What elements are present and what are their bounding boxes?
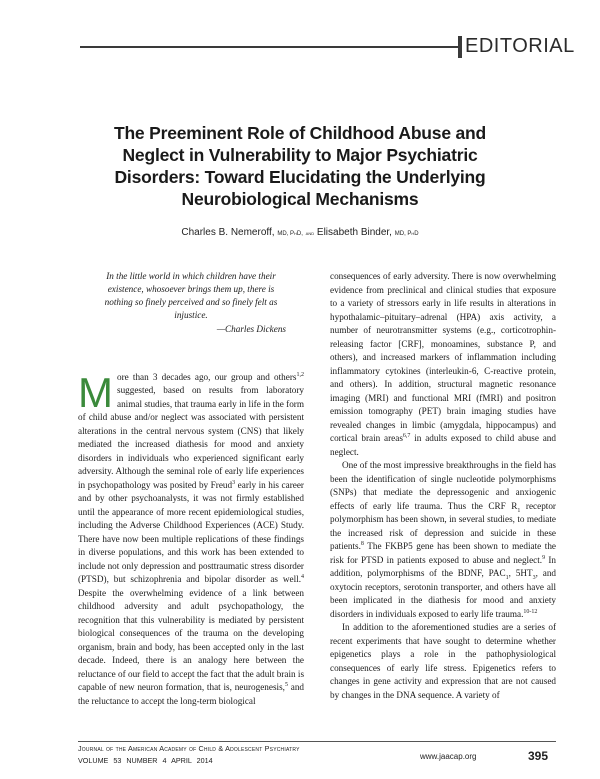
reference: 9 — [542, 554, 546, 561]
body-paragraph: consequences of early adversity. There is now overwhelming evidence from preclinical and clinical studies that exposure to a variety of stressors early in life results in alterations in hypothalamic–pituitary–adrenal (HPA) axis activity, a number of neurotransmitter systems (e.g., corticotrophin-releasing factor [CRF], monoamines, substance P, and others), and increased markers of inflammation including inflammatory cytokines (interleukin-6, C-reactive protein, and others). In addition, structural magnetic resonance imaging (MRI) and functional MRI (fMRI) and positron emission tomography (PET) brain imaging studies have revealed changes in limbic (amygdala, hippocampus) and cortical brain areas$^{6,7}$ in adults exposed to child abuse and neglect. — [330, 271, 556, 457]
journal-name: Journal of the American Academy of Child & Adolescent Psychiatry — [78, 744, 300, 753]
left-column — [78, 270, 304, 708]
epigraph-attribution: —Charles Dickens — [216, 324, 286, 334]
footer-rule — [78, 741, 556, 742]
right-column — [330, 270, 556, 702]
reference: 4 — [301, 573, 304, 580]
drop-cap: M — [78, 368, 113, 416]
body-paragraph: In addition to the aforementioned studies are a series of recent experiments that have sought to determine whether epigenetics plays a role in the pathophysiological consequences of early life stress. Epigenetics refers to changes in gene activity and expression that are not caused by changes in the DNA sequence. A variety of — [330, 622, 556, 700]
epigraph-quote: In the little world in which children have their existence, whosoever brings them up, there is nothing so finely perceived and so finely felt as injustice. — [104, 271, 278, 320]
title-line: Neglect in Vulnerability to Major Psychiatric — [122, 145, 478, 165]
reference: 8 — [360, 540, 364, 547]
author-degree: MD, PhD, — [277, 231, 303, 237]
author-name: Charles B. Nemeroff, — [181, 227, 275, 238]
author-conjunction: and — [305, 231, 315, 237]
article-title — [60, 122, 540, 210]
reference: 10-12 — [523, 608, 538, 615]
volume-info: VOLUME 53 NUMBER 4 APRIL 2014 — [78, 756, 213, 765]
journal-website: www.jaacap.org — [420, 752, 477, 761]
reference: 6,7 — [402, 432, 411, 439]
reference: 1,2 — [296, 371, 304, 378]
reference: 5 — [284, 681, 288, 688]
header-bar — [458, 36, 462, 58]
reference: 3 — [232, 479, 236, 486]
title-line: The Preeminent Role of Childhood Abuse and — [113, 123, 487, 143]
author-name: Elisabeth Binder, — [316, 227, 392, 238]
author-degree: MD, PhD — [394, 231, 419, 237]
title-line: Neurobiological Mechanisms — [181, 189, 419, 209]
body-paragraph: More than 3 decades ago, our group and others$^{1,2}$ suggested, based on results from laboratory animal studies, that trauma early in life in the form of child abuse and/or neglect was associated with persistent alterations in the central nervous system (CNS) that likely mediated the increased diathesis for mood and anxiety disorders in individuals who experienced significant early adversity. Although the seminal role of early life experiences in psychopathology was posited by Freud$^3$ early in his career and by other psychoanalysts, it was not firmly established until the appearance of more recent epidemiological studies, including the Adverse Childhood Experiences (ACE) Study. There have now been multiple replications of these findings in diverse populations, and this work has been extended to include not only depression and posttraumatic stress disorder (PTSD), but schizophrenia and bipolar disorder as well.$^4$ Despite the overwhelming evidence of a link between childhood adversity and adult psychopathology, the recognition that this vulnerability is mediated by persistent biological consequences of the trauma on the developing organism, brain and body, has been accepted only in the last decade. Indeed, there is an analogy here between the reluctance of our field to accept the fact that the adult brain is capable of new neuron formation, that is, neurogenesis,$^5$ and the reluctance to accept the long-term biological — [78, 368, 305, 706]
body-paragraph: One of the most impressive breakthroughs in the field has been the identification of single nucleotide polymorphisms (SNPs) that mediate the depressogenic and anxiogenic effects of early life trauma. Thus the CRF $R_1$ receptor polymorphism has been shown, in several studies, to mediate the increased risk of depression and suicide in these patients.$^8$ The FKBP5 gene has been shown to mediate the risk for PTSD in patients exposed to abuse and neglect.$^9$ In addition, polymorphisms of the BDNF, $PAC_1$, $5HT_3$, and oxytocin receptors, serotonin transporter, and others have all been implicated in the diathesis for mood and anxiety disorders in individuals exposed to early life trauma.$^{10-12}$ — [330, 460, 557, 619]
header-rule — [80, 46, 458, 48]
page-number: 395 — [528, 749, 549, 763]
section-label: EDITORIAL — [465, 35, 575, 57]
author-line — [60, 227, 540, 238]
title-line: Disorders: Toward Elucidating the Underlying — [114, 167, 486, 187]
